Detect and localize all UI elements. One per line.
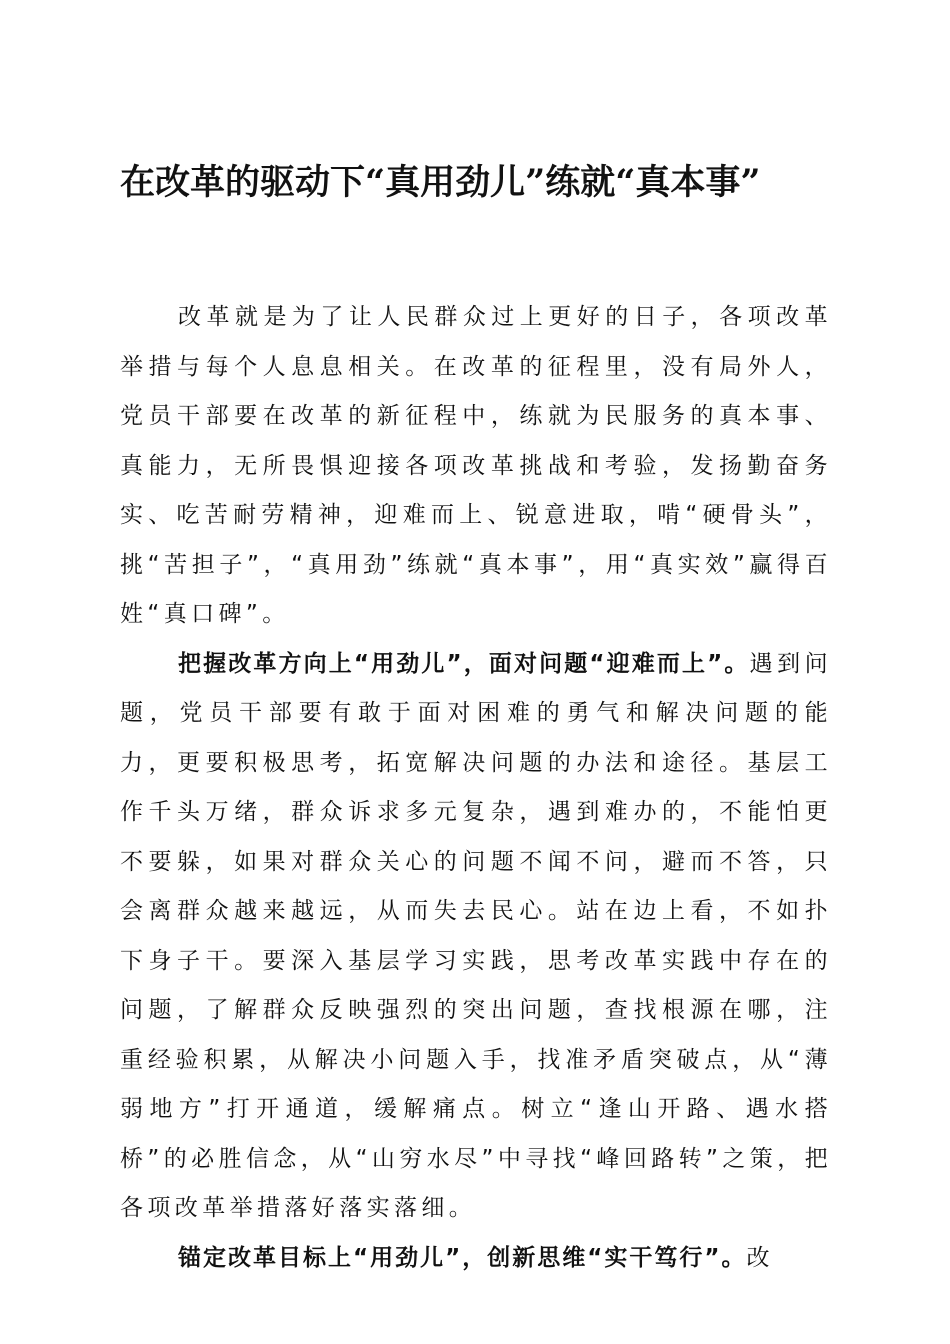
paragraph-lead-heading: 把握改革方向上“用劲儿”，面对问题“迎难而上”。 bbox=[178, 650, 750, 677]
paragraph-direction bbox=[120, 640, 832, 1234]
paragraph-text: 遇到问题，党员干部要有敢于面对困难的勇气和解决问题的能力，更要积极思考，拓宽解决问题的办法和途径。基层工作千头万绪，群众诉求多元复杂，遇到难办的，不能怕更不要躲，如果对群众关心的问题不闻不问，避而不答，只会离群众越来越远，从而失去民心。站在边上看，不如扑下身子干。要深入基层学习实践，思考改革实践中存在的问题，了解群众反映强烈的突出问题，查找根源在哪，注重经验积累，从解决小问题入手，找准矛盾突破点，从“薄弱地方”打开通道，缓解痛点。树立“逢山开路、遇水搭桥”的必胜信念，从“山穷水尽”中寻找“峰回路转”之策，把各项改革举措落好落实落细。 bbox=[120, 650, 833, 1221]
paragraph-lead-heading: 锚定改革目标上“用劲儿”，创新思维“实干笃行”。 bbox=[178, 1244, 747, 1271]
paragraph-text: 改革就是为了让人民群众过上更好的日子，各项改革举措与每个人息息相关。在改革的征程里，没有局外人，党员干部要在改革的新征程中，练就为民服务的真本事、真能力，无所畏惧迎接各项改革挑战和考验，发扬勤奋务实、吃苦耐劳精神，迎难而上、锐意进取，啃“硬骨头”，挑“苦担子”，“真用劲”练就“真本事”，用“真实效”赢得百姓“真口碑”。 bbox=[120, 304, 832, 627]
document-body bbox=[120, 293, 832, 1283]
document-title: 在改革的驱动下“真用劲儿”练就“真本事” bbox=[120, 162, 761, 203]
paragraph-intro bbox=[120, 293, 832, 640]
paragraph-text: 改 bbox=[746, 1244, 774, 1271]
paragraph-goal bbox=[120, 1234, 832, 1284]
